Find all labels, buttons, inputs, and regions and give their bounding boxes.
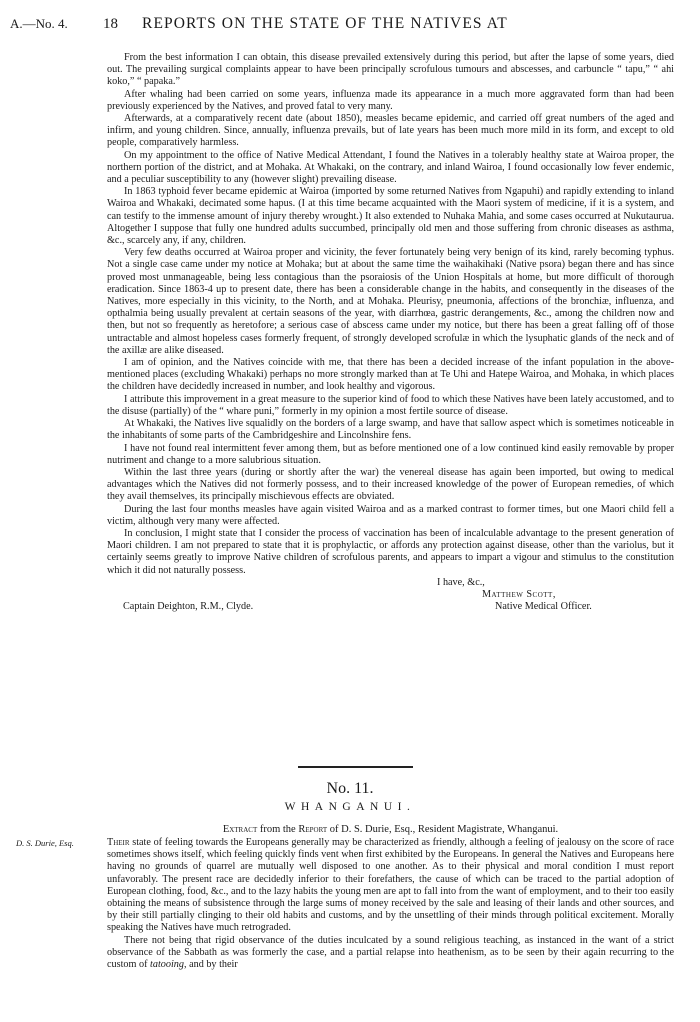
addressee: Captain Deighton, R.M., Clyde. bbox=[123, 600, 254, 612]
paragraph: At Whakaki, the Natives live squalidly on the borders of a large swamp, and have that sallow aspect which is sometimes noticeable in the inhabitants of some parts of the Cambridgeshire and Lincolnshire fens. bbox=[107, 418, 674, 442]
paragraph-text: There not being that rigid observance of the duties inculcated by a sound religious teaching, as instanced in the want of a strict observance of the Sabbath as was formerly the case, and a partial relapse into heathenism, as to be seen by their again recurring to the custom of bbox=[107, 934, 674, 971]
signature-name: Matthew Scott, bbox=[482, 588, 556, 600]
paragraph: I am of opinion, and the Natives coincide with me, that there has been a decided increase of the infant population in the above-mentioned places (excluding Whakaki) perhaps no more strongly marked than at Te Uhi and Hatepe Wairoa, and Mohaka, in which places the children have decidedly increased in number, and look healthy and vigorous. bbox=[107, 357, 674, 393]
paragraph: Afterwards, at a comparatively recent date (about 1850), measles became epidemic, and carried off great numbers of the aged and infirm, and young children. Since, annually, influenza prevails, but of late years has been much more mild in its form, and except to old people, comparatively harmless. bbox=[107, 113, 674, 149]
page-number: 18 bbox=[103, 16, 118, 32]
section-number: No. 11. bbox=[326, 780, 374, 797]
extract-heading bbox=[107, 824, 674, 835]
paragraph: I have not found real intermittent fever among them, but as before mentioned one of a low continued kind easily removable by proper nutriment and change to a more salubrious situation. bbox=[107, 442, 674, 466]
margin-note: D. S. Durie, Esq. bbox=[16, 838, 74, 848]
italic-term: tatooing bbox=[150, 959, 184, 971]
lead-word: Their bbox=[107, 837, 130, 848]
running-title: REPORTS ON THE STATE OF THE NATIVES AT bbox=[142, 15, 508, 32]
paragraph: Very few deaths occurred at Wairoa proper and vicinity, the fever fortunately being very benign of its kind, rarely becoming typhus. Not a single case came under my notice at Mohaka; but at about the same time the waihakihaki (Native psora) began there and has since proved most unmanageable, being less contagious than the psoraiosis of the Union Hospitals at home, but more difficult of thorough eradication. Since 1863-4 up to present date, there has been a considerable change in the habits, and consequently in the diseases of the Natives, more especially in this vicinity, to the North, and at Mohaka. Pleurisy, pneumonia, affections of the bronchiæ, influenza, and opthalmia being usually prevalent at certain seasons of the year, with diarrhœa, gastric derangements, &c., among the children now and then, but not so frequently as heretofore; a serious case of abscess came under my notice, but there has been a great falling off of those untractable and almost hopeless cases formerly frequent, of strongly developed scrofulæ in which the lysuphatic glands of the neck and of the axillæ are alike diseased. bbox=[107, 247, 674, 356]
extract-mid: from the bbox=[259, 824, 296, 835]
report-body-scott bbox=[107, 52, 674, 627]
paragraph: In conclusion, I might state that I consider the process of vaccination has been of incalculable advantage to the present generation of Maori children. I am not prepared to state that it is prophylactic, or affords any protection against disease, other than the variolus, but it certainly seems greatly to improve Native children of scrofulous parents, and appears to impart a vigour and stimulus to the constitution which it did not naturally possess. bbox=[107, 527, 674, 576]
paragraph: During the last four months measles have again visited Wairoa and as a marked contrast to former times, but one Maori child fell a victim, although very many were affected. bbox=[107, 503, 674, 527]
signature-block bbox=[107, 577, 674, 627]
section-divider bbox=[298, 766, 413, 768]
page-header bbox=[10, 16, 675, 36]
signature-office: Native Medical Officer. bbox=[495, 600, 592, 612]
paragraph: In 1863 typhoid fever became epidemic at Wairoa (imported by some returned Natives from Ngapuhi) and rapidly extending to inland Wairoa and Whakaki, decimated some hapus. (I at this time became acquainted with the Maori system of medicine, if it is a system, and can testify to the immense amount of injury thereby wrought.) It also extended to Nuhaka Mahia, and some cases occurred at Nukutaurua. Altogether I suppose that fully one hundred adults succumbed, principally old men and those suffering from chronic diseases as asthma, &c., scarcely any, if any, children. bbox=[107, 186, 674, 247]
paragraph bbox=[107, 935, 674, 972]
paragraph-text: state of feeling towards the Europeans generally may be characterized as friendly, although a feeling of jealousy on the score of race sometimes shows itself, which feeling quickly finds vent when first exhibited by the Europeans. In general the Natives and Europeans here having no grounds of quarrel are mutually well disposed to one another. As to their physical and moral condition I must report unfavorably. The present race are decidedly inferior to their forefathers, the cause of which can be traced to the partial adoption of European clothing, food, &c., and to the lazy habits the young men are apt to fall into from the want of employment, and to their too easily obtaining the means of subsistence through the large sums of money received by the sale and leasing of their lands and other sources, and by their still partially clinging to their old habits and customs, and by the unsettling of their minds through political excitement. Morally speaking the Natives have much retrograded. bbox=[107, 837, 674, 934]
report-body-durie bbox=[107, 837, 674, 971]
signature-closing: I have, &c., bbox=[437, 576, 485, 588]
report-word: Report bbox=[298, 824, 328, 835]
paragraph bbox=[107, 837, 674, 935]
section-place: WHANGANUI. bbox=[284, 801, 416, 813]
paragraph: Within the last three years (during or shortly after the war) the venereal disease has again been imported, but owing to medical advantages which the Natives did not formerly possess, and to their increased knowledge of the power of European remedies, of which they avail themselves, its principally mischievous effects are obviated. bbox=[107, 466, 674, 503]
paragraph: From the best information I can obtain, this disease prevailed extensively during this period, but after the lapse of some years, died out. The prevailing surgical complaints appear to have been principally scrofulous tumours and abscesses, and carbuncle “ tapu,” “ ahi koko,” “ papaka.” bbox=[107, 52, 674, 88]
paragraph: On my appointment to the office of Native Medical Attendant, I found the Natives in a tolerably healthy state at Wairoa proper, the northern portion of the district, and at Mohaka. At Whakaki, on the contrary, and inland Wairoa, I found occasionally low fever endemic, and a peculiar susceptibility to any (however slight) prevailing disease. bbox=[107, 149, 674, 186]
extract-word: Extract bbox=[222, 824, 258, 835]
paragraph: After whaling had been carried on some years, influenza made its appearance in a much more aggravated form than had been previously experienced by the Natives, and proved fatal to very many. bbox=[107, 88, 674, 112]
report-reference: A.—No. 4. bbox=[10, 16, 68, 31]
paragraph: I attribute this improvement in a great measure to the superior kind of food to which these Natives have been lately accustomed, and to the disuse (partially) of the “ whare puni,” formerly in my opinion a most fertile source of disease. bbox=[107, 393, 674, 417]
paragraph-text: , and by their bbox=[183, 959, 238, 971]
extract-rest: of D. S. Durie, Esq., Resident Magistrate, Whanganui. bbox=[329, 824, 559, 835]
